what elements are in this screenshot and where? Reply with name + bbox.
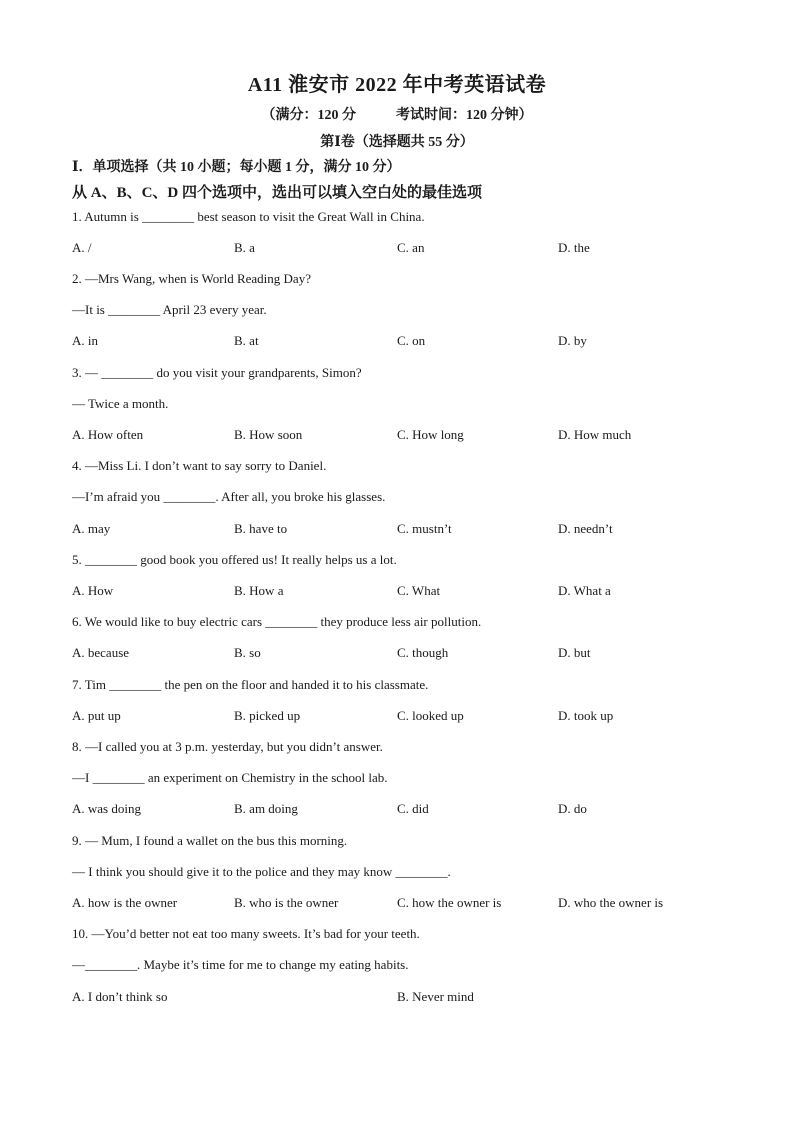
exam-subtitle bbox=[0, 104, 794, 124]
part-heading: Ⅰ．单项选择（共 10 小题；每小题 1 分，满分 10 分） bbox=[72, 160, 401, 175]
option-b: B. am doing bbox=[234, 801, 298, 816]
option-c: C. How long bbox=[397, 427, 464, 442]
option-d: D. What a bbox=[558, 583, 611, 598]
option-b: B. Never mind bbox=[397, 989, 474, 1004]
option-d: D. by bbox=[558, 333, 587, 348]
part-instruction: 从 A、B、C、D 四个选项中，选出可以填入空白处的最佳选项 bbox=[72, 185, 483, 201]
option-d: D. who the owner is bbox=[558, 895, 664, 910]
option-a: A. / bbox=[72, 240, 92, 255]
question-8-response: —I ________ an experiment on Chemistry in the school lab. bbox=[72, 770, 388, 785]
option-d: D. needn’t bbox=[558, 521, 613, 536]
question-8-text: 8. —I called you at 3 p.m. yesterday, but you didn’t answer. bbox=[72, 739, 383, 754]
option-d: D. the bbox=[558, 240, 590, 255]
option-a: A. may bbox=[72, 521, 111, 536]
option-d: D. but bbox=[558, 645, 591, 660]
option-c: C. though bbox=[397, 645, 449, 660]
option-a: A. put up bbox=[72, 708, 121, 723]
option-b: B. How a bbox=[234, 583, 284, 598]
question-3-response: — Twice a month. bbox=[72, 396, 169, 411]
option-d: D. How much bbox=[558, 427, 632, 442]
question-1-text: 1. Autumn is ________ best season to visit the Great Wall in China. bbox=[72, 209, 425, 224]
option-a: A. how is the owner bbox=[72, 895, 178, 910]
option-c: C. What bbox=[397, 583, 441, 598]
option-a: A. How often bbox=[72, 427, 144, 442]
question-10-response: —________. Maybe it’s time for me to change my eating habits. bbox=[72, 957, 409, 972]
option-c: C. did bbox=[397, 801, 429, 816]
option-a: A. I don’t think so bbox=[72, 989, 168, 1004]
question-3-text: 3. — ________ do you visit your grandparents, Simon? bbox=[72, 365, 362, 380]
option-a: A. How bbox=[72, 583, 114, 598]
question-2-response: —It is ________ April 23 every year. bbox=[72, 302, 267, 317]
option-b: B. picked up bbox=[234, 708, 301, 723]
option-b: B. How soon bbox=[234, 427, 303, 442]
option-b: B. a bbox=[234, 240, 255, 255]
question-4-response: —I’m afraid you ________. After all, you broke his glasses. bbox=[72, 489, 386, 504]
exam-time: 考试时间：120 分钟） bbox=[396, 108, 533, 123]
option-c: C. an bbox=[397, 240, 425, 255]
question-2-text: 2. —Mrs Wang, when is World Reading Day? bbox=[72, 271, 311, 286]
option-a: A. in bbox=[72, 333, 98, 348]
question-4-text: 4. —Miss Li. I don’t want to say sorry to Daniel. bbox=[72, 458, 327, 473]
option-b: B. at bbox=[234, 333, 259, 348]
option-b: B. who is the owner bbox=[234, 895, 339, 910]
question-5-text: 5. ________ good book you offered us! It really helps us a lot. bbox=[72, 552, 397, 567]
question-7-text: 7. Tim ________ the pen on the floor and handed it to his classmate. bbox=[72, 677, 429, 692]
question-9-response: — I think you should give it to the police and they may know ________. bbox=[72, 864, 451, 879]
question-10-text: 10. —You’d better not eat too many sweets. It’s bad for your teeth. bbox=[72, 926, 420, 941]
section-title: 第Ⅰ卷（选择题共 55 分） bbox=[320, 135, 474, 150]
option-a: A. was doing bbox=[72, 801, 141, 816]
exam-title: A11 淮安市 2022 年中考英语试卷 bbox=[247, 74, 547, 96]
option-c: C. on bbox=[397, 333, 426, 348]
option-c: C. mustn’t bbox=[397, 521, 452, 536]
option-a: A. because bbox=[72, 645, 130, 660]
option-c: C. looked up bbox=[397, 708, 464, 723]
question-9-text: 9. — Mum, I found a wallet on the bus this morning. bbox=[72, 833, 348, 848]
option-d: D. took up bbox=[558, 708, 614, 723]
option-b: B. so bbox=[234, 645, 261, 660]
question-6-text: 6. We would like to buy electric cars ________ they produce less air pollution. bbox=[72, 614, 482, 629]
option-b: B. have to bbox=[234, 521, 288, 536]
option-c: C. how the owner is bbox=[397, 895, 502, 910]
full-score: （满分：120 分 bbox=[261, 108, 356, 123]
option-d: D. do bbox=[558, 801, 587, 816]
